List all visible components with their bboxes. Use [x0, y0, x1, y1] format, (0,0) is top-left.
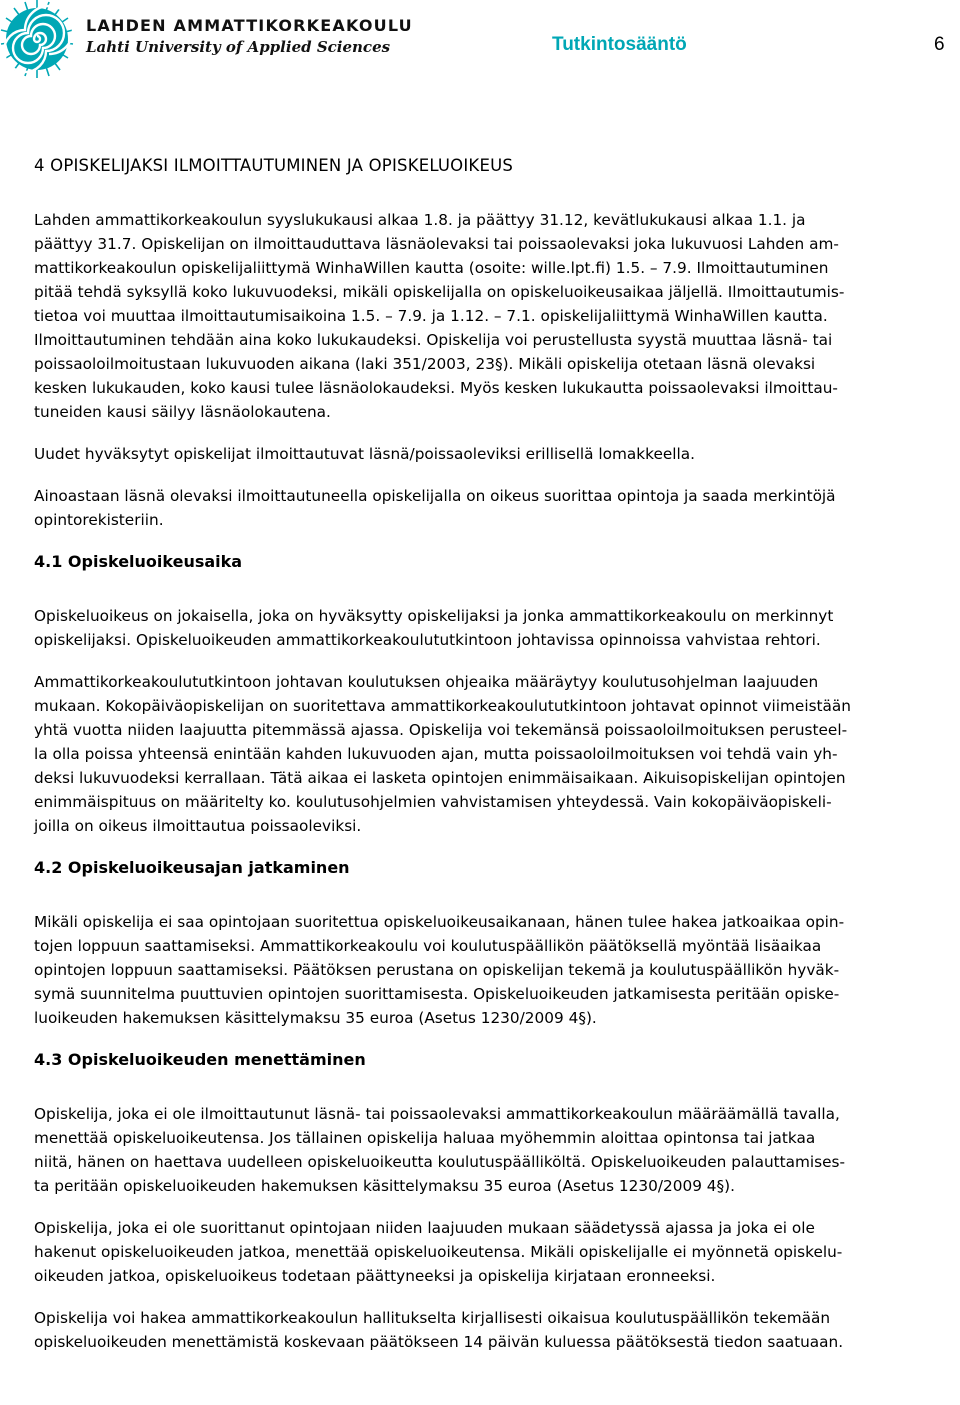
section-heading-4-1: 4.1 Opiskeluoikeusaika [34, 552, 243, 571]
text-line: oikeuden jatkoa, opiskeluoikeus todetaan päättyneeksi ja opiskelija kirjataan eronneeksi. [34, 1267, 716, 1285]
text-line: mattikorkeakoulun opiskelijaliittymä WinhaWillen kautta (osoite: wille.lpt.fi) 1.5. – 7.9. Ilmoittautuminen [34, 259, 829, 277]
text-line: deksi lukuvuodeksi kerrallaan. Tätä aikaa ei lasketa opintojen enimmäisaikaan. Aikuisopiskelijan opintojen [34, 769, 846, 787]
text-line: hakenut opiskeluoikeuden jatkoa, menettää opiskeluoikeutensa. Mikäli opiskelijalle ei myönnetä opiskelu- [34, 1243, 843, 1261]
text-line: luoikeuden hakemuksen käsittelymaksu 35 euroa (Asetus 1230/2009 4§). [34, 1009, 597, 1027]
institution-logo-text [86, 18, 413, 55]
text-line: niitä, hänen on haettava uudelleen opiskeluoikeutta koulutuspäälliköltä. Opiskeluoikeuden palauttamises- [34, 1153, 846, 1171]
text-line: mukaan. Kokopäiväopiskelijan on suoritettava ammattikorkeakoulututkintoon johtavat opinnot viimeistään [34, 697, 852, 715]
text-line: joilla on oikeus ilmoittautua poissaoleviksi. [34, 817, 362, 835]
institution-name: LAHDEN AMMATTIKORKEAKOULU [86, 16, 413, 35]
section-heading-4-2: 4.2 Opiskeluoikeusajan jatkaminen [34, 858, 350, 877]
text-line: Lahden ammattikorkeakoulun syyslukukausi alkaa 1.8. ja päättyy 31.12, kevätlukukausi alkaa 1.1. ja [34, 211, 806, 229]
text-line: Ilmoittautuminen tehdään aina koko lukukaudeksi. Opiskelija voi perustellusta syystä muuttaa läsnä- tai [34, 331, 833, 349]
paragraph [34, 1102, 946, 1198]
text-line: tuneiden kausi säilyy läsnäolokautena. [34, 403, 331, 421]
text-line: Mikäli opiskelija ei saa opintojaan suoritettua opiskeluoikeusaikanaan, hänen tulee hakea jatkoaikaa opin- [34, 913, 845, 931]
page-number: 6 [934, 34, 945, 55]
text-line: Opiskeluoikeus on jokaisella, joka on hyväksytty opiskelijaksi ja jonka ammattikorkeakoulu on merkinnyt [34, 607, 834, 625]
text-line: yhtä vuotta niiden laajuutta pitemmässä ajassa. Opiskelija voi tekemänsä poissaoloilmoituksen perusteel- [34, 721, 848, 739]
text-line: ta peritään opiskeluoikeuden hakemuksen käsittelymaksu 35 euroa (Asetus 1230/2009 4§). [34, 1177, 736, 1195]
paragraph [34, 208, 946, 424]
page-header [0, 0, 960, 90]
paragraph [34, 484, 946, 532]
text-line: kesken lukukauden, koko kausi tulee läsnäolokaudeksi. Myös kesken lukukautta poissaolevaksi ilmoittau- [34, 379, 838, 397]
text-line: menettää opiskeluoikeutensa. Jos tällainen opiskelija haluaa myöhemmin aloittaa opintonsa tai jatkaa [34, 1129, 816, 1147]
paragraph [34, 442, 946, 466]
text-line: opiskelijaksi. Opiskeluoikeuden ammattikorkeakoulututkintoon johtavissa opinnoissa vahvistaa rehtori. [34, 631, 821, 649]
text-line: enimmäispituus on määritelty ko. koulutusohjelmien vahvistamisen yhteydessä. Vain kokopäiväopiskeli- [34, 793, 832, 811]
section-heading-4: 4 OPISKELIJAKSI ILMOITTAUTUMINEN JA OPISKELUOIKEUS [34, 156, 514, 175]
text-line: opiskeluoikeuden menettämistä koskevaan päätökseen 14 päivän kuluessa päätöksestä tiedon saatuaan. [34, 1333, 844, 1351]
text-line: Opiskelija, joka ei ole ilmoittautunut läsnä- tai poissaolevaksi ammattikorkeakoulun määräämällä tavalla, [34, 1105, 840, 1123]
paragraph [34, 910, 946, 1030]
document-title: Tutkintosääntö [552, 34, 687, 55]
document-body [34, 154, 946, 1354]
text-line: Ainoastaan läsnä olevaksi ilmoittautuneella opiskelijalla on oikeus suorittaa opintoja ja saada merkintöjä [34, 487, 836, 505]
section-heading-4-3: 4.3 Opiskeluoikeuden menettäminen [34, 1050, 366, 1069]
text-line: pitää tehdä syksyllä koko lukuvuodeksi, mikäli opiskelijalla on opiskeluoikeusaikaa jäljellä. Ilmoittautumis- [34, 283, 845, 301]
text-line: symä suunnitelma puuttuvien opintojen suorittamisesta. Opiskeluoikeuden jatkamisesta peritään opiske- [34, 985, 840, 1003]
paragraph [34, 670, 946, 838]
text-line: tojen loppuun saattamiseksi. Ammattikorkeakoulu voi koulutuspäällikön päätöksellä myöntää lisäaikaa [34, 937, 822, 955]
spiral-logo-icon [0, 0, 74, 78]
institution-name-english: Lahti University of Applied Sciences [86, 38, 391, 56]
paragraph [34, 1216, 946, 1288]
text-line: päättyy 31.7. Opiskelijan on ilmoittauduttava läsnäolevaksi tai poissaolevaksi joka lukuvuosi Lahden am- [34, 235, 839, 253]
text-line: la olla poissa yhteensä enintään kahden lukuvuoden ajan, mutta poissaoloilmoituksen voi tehdä vain yh- [34, 745, 838, 763]
text-line: Uudet hyväksytyt opiskelijat ilmoittautuvat läsnä/poissaoleviksi erillisellä lomakkeella. [34, 445, 696, 463]
paragraph [34, 1306, 946, 1354]
text-line: poissaoloilmoitustaan lukuvuoden aikana (laki 351/2003, 23§). Mikäli opiskelija otetaan läsnä olevaksi [34, 355, 816, 373]
text-line: Opiskelija, joka ei ole suorittanut opintojaan niiden laajuuden mukaan säädetyssä ajassa ja joka ei ole [34, 1219, 815, 1237]
text-line: opintojen loppuun saattamiseksi. Päätöksen perustana on opiskelijan tekemä ja koulutuspäällikön hyväk- [34, 961, 840, 979]
text-line: Ammattikorkeakoulututkintoon johtavan koulutuksen ohjeaika määräytyy koulutusohjelman laajuuden [34, 673, 819, 691]
text-line: opintorekisteriin. [34, 511, 164, 529]
paragraph [34, 604, 946, 652]
text-line: tietoa voi muuttaa ilmoittautumisaikoina 1.5. – 7.9. ja 1.12. – 7.1. opiskelijaliittymä WinhaWillen kautta. [34, 307, 828, 325]
text-line: Opiskelija voi hakea ammattikorkeakoulun hallitukselta kirjallisesti oikaisua koulutuspäällikön tekemään [34, 1309, 831, 1327]
